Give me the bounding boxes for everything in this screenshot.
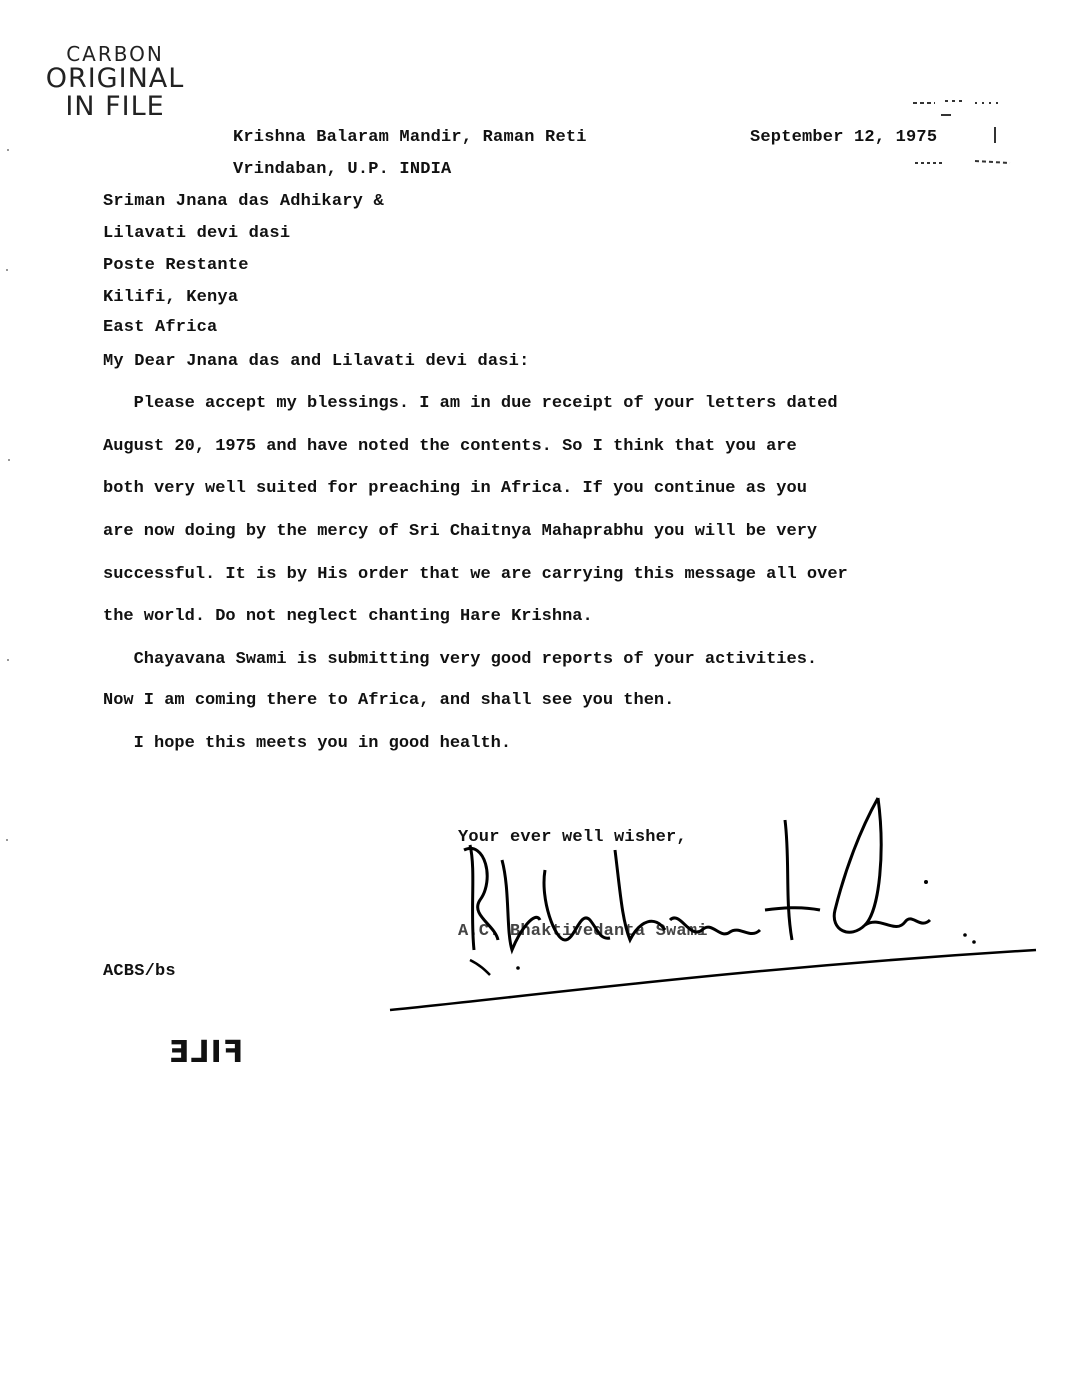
body-line: August 20, 1975 and have noted the contents. So I think that you are	[103, 437, 797, 456]
valediction: Your ever well wisher,	[458, 828, 687, 847]
stamp-line-original: ORIGINAL	[45, 63, 185, 94]
body-line: successful. It is by His order that we are carrying this message all over	[103, 565, 848, 584]
stamp-line-carbon: CARBON	[66, 42, 164, 66]
recipient-line-3: Poste Restante	[103, 256, 249, 275]
reference-initials: ACBS/bs	[103, 962, 176, 981]
sender-address-line-2: Vrindaban, U.P. INDIA	[233, 160, 452, 179]
recipient-line-5: East Africa	[103, 318, 218, 337]
sender-address-line-1: Krishna Balaram Mandir, Raman Reti	[233, 128, 587, 147]
file-stamp: FILE	[168, 1035, 244, 1070]
margin-specks	[4, 0, 14, 1395]
body-line: the world. Do not neglect chanting Hare Krishna.	[103, 607, 593, 626]
handwritten-signature	[440, 790, 1060, 1030]
body-line: I hope this meets you in good health.	[103, 734, 512, 753]
recipient-line-1: Sriman Jnana das Adhikary &	[103, 192, 384, 211]
body-line: Chayavana Swami is submitting very good reports of your activities.	[103, 650, 818, 669]
recipient-line-2: Lilavati devi dasi	[103, 224, 291, 243]
body-line: Please accept my blessings. I am in due receipt of your letters dated	[103, 394, 838, 413]
body-line: Now I am coming there to Africa, and shall see you then.	[103, 691, 675, 710]
salutation: My Dear Jnana das and Lilavati devi dasi:	[103, 352, 530, 371]
stamp-line-in-file: IN FILE	[65, 91, 165, 123]
received-stamp-marks	[905, 95, 1025, 175]
body-line: are now doing by the mercy of Sri Chaitnya Mahaprabhu you will be very	[103, 522, 818, 541]
carbon-original-stamp	[40, 44, 190, 122]
letter-date: September 12, 1975	[750, 128, 938, 147]
recipient-line-4: Kilifi, Kenya	[103, 288, 239, 307]
typed-signatory-name: A.C. Bhaktivedanta Swami	[458, 922, 708, 941]
body-line: both very well suited for preaching in Africa. If you continue as you	[103, 479, 807, 498]
